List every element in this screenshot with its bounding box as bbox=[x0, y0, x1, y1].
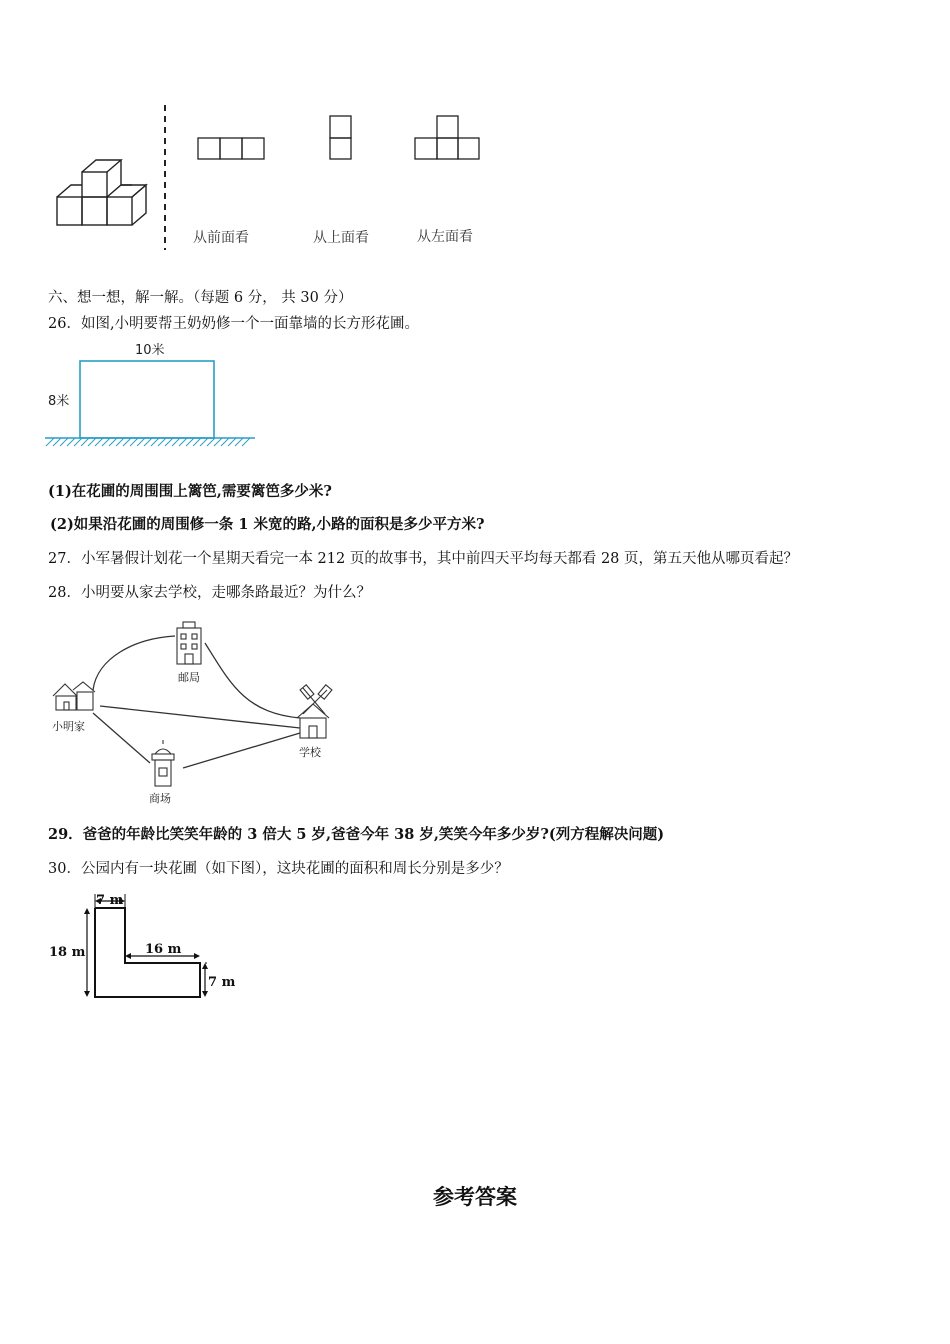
three-view-figure bbox=[45, 100, 495, 255]
front-view bbox=[198, 138, 264, 159]
top-view bbox=[330, 116, 351, 159]
cube-stack bbox=[57, 160, 146, 225]
front-view-label: 从前面看 bbox=[193, 230, 249, 246]
garden-figure bbox=[40, 336, 260, 456]
home-label: 小明家 bbox=[52, 720, 85, 733]
garden-width-label: 10米 bbox=[135, 343, 165, 358]
l-shape-figure bbox=[45, 886, 245, 1006]
question-29: 29．爸爸的年龄比笑笑年龄的 3 倍大 5 岁,爸爸今年 38 岁,笑笑今年多少岁?(列方程解决问题) bbox=[48, 826, 665, 843]
top-view-label: 从上面看 bbox=[313, 230, 369, 246]
route-home-school bbox=[100, 706, 300, 728]
answers-title: 参考答案 bbox=[433, 1185, 517, 1209]
left-view bbox=[415, 116, 479, 159]
route-mall-school bbox=[183, 733, 300, 768]
mall-icon bbox=[152, 740, 174, 786]
question-26-part2: (2)如果沿花圃的周围修一条 1 米宽的路,小路的面积是多少平方米? bbox=[50, 516, 485, 533]
l-shape-inner-label: 16 m bbox=[145, 942, 182, 957]
question-26: 26．如图,小明要帮王奶奶修一个一面靠墙的长方形花圃。 bbox=[48, 316, 420, 332]
route-home-post bbox=[93, 636, 175, 690]
section-heading: 六、想一想，解一解。（每题 6 分， 共 30 分） bbox=[48, 290, 353, 306]
garden-height-label: 8米 bbox=[48, 394, 70, 409]
l-shape-top-label: 7 m bbox=[96, 893, 124, 908]
question-26-part1: (1)在花圃的周围围上篱笆,需要篱笆多少米? bbox=[48, 483, 332, 500]
route-home-mall bbox=[93, 713, 150, 763]
left-view-label: 从左面看 bbox=[417, 229, 473, 245]
route-map bbox=[45, 618, 355, 808]
post-office-label: 邮局 bbox=[178, 671, 200, 684]
question-30: 30．公园内有一块花圃（如下图），这块花圃的面积和周长分别是多少？ bbox=[48, 861, 509, 877]
l-shape-left-label: 18 m bbox=[49, 945, 86, 960]
route-post-school bbox=[205, 643, 300, 718]
home-icon bbox=[53, 682, 95, 710]
school-label: 学校 bbox=[299, 746, 321, 759]
post-office-icon bbox=[177, 622, 201, 664]
question-28: 28．小明要从家去学校，走哪条路最近？为什么？ bbox=[48, 585, 371, 601]
l-shape-right-label: 7 m bbox=[208, 975, 236, 990]
school-icon bbox=[297, 685, 332, 738]
question-27: 27．小军暑假计划花一个星期天看完一本 212 页的故事书，其中前四天平均每天都看 28 页，第五天他从哪页看起？ bbox=[48, 551, 799, 567]
mall-label: 商场 bbox=[149, 792, 171, 805]
